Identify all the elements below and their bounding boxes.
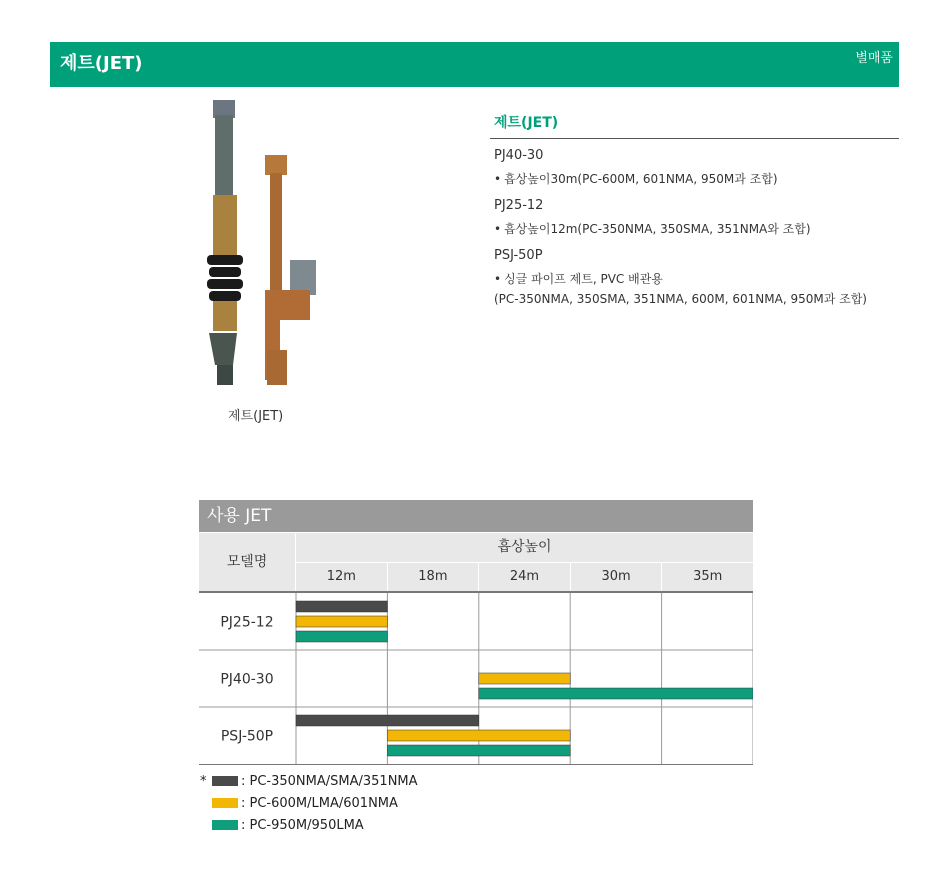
jet-product-illustration: [195, 95, 335, 395]
chart-bar: [479, 688, 753, 699]
model-header: 모델명: [199, 533, 296, 591]
table-title: 사용 JET: [199, 500, 753, 533]
table-header: [199, 533, 753, 591]
usage-table: [199, 500, 753, 765]
chart-bar: [296, 616, 387, 627]
chart-bar: [479, 673, 570, 684]
legend: [200, 770, 418, 836]
chart-bar: [296, 631, 387, 642]
chart-bar: [387, 730, 570, 741]
spec-model: PJ40-30: [494, 148, 544, 163]
column-header: 12m: [296, 563, 388, 591]
height-header: 흡상높이: [296, 533, 753, 563]
bullet: •: [494, 172, 502, 186]
spec-line: [490, 219, 899, 239]
legend-swatch: [212, 798, 238, 808]
spec-model: PJ25-12: [494, 198, 544, 213]
chart-bar: [387, 745, 570, 756]
spec-line-text: 흡상높이12m(PC-350NMA, 350SMA, 351NMA와 조합): [504, 222, 811, 236]
column-header: 24m: [479, 563, 571, 591]
spec-line-text: (PC-350NMA, 350SMA, 351NMA, 600M, 601NMA, 950M과 조합): [494, 292, 867, 306]
row-model-label: PJ25-12: [220, 614, 274, 631]
spec-model: PSJ-50P: [494, 248, 543, 263]
legend-star: *: [200, 773, 207, 789]
legend-label: : PC-600M/LMA/601NMA: [241, 795, 398, 811]
spec-line: [490, 269, 899, 309]
chart-bar: [296, 601, 387, 612]
photo-caption: 제트(JET): [228, 409, 284, 424]
bullet: •: [494, 272, 502, 286]
column-header: 18m: [388, 563, 480, 591]
chart-bar: [296, 715, 479, 726]
header-bar: [50, 42, 899, 87]
compatibility-chart: [199, 593, 753, 764]
legend-item: [200, 792, 418, 814]
height-columns: [296, 563, 753, 591]
accessory-tag: 별매품: [855, 51, 893, 66]
column-header: 35m: [693, 569, 723, 584]
bullet: •: [494, 222, 502, 236]
legend-item: [200, 814, 418, 836]
row-model-label: PJ40-30: [220, 671, 274, 688]
spec-line-text: 싱글 파이프 제트, PVC 배관용: [504, 272, 663, 286]
legend-item: [200, 770, 418, 792]
spec-section: [490, 112, 899, 309]
legend-swatch: [212, 776, 238, 786]
row-model-label: PSJ-50P: [220, 728, 274, 745]
spec-line-text: 흡상높이30m(PC-600M, 601NMA, 950M과 조합): [504, 172, 778, 186]
page-title: 제트(JET): [60, 53, 143, 74]
legend-label: : PC-950M/950LMA: [241, 817, 364, 833]
legend-swatch: [212, 820, 238, 830]
column-header: 30m: [571, 563, 663, 591]
legend-label: : PC-350NMA/SMA/351NMA: [241, 773, 418, 789]
spec-line: [490, 169, 899, 189]
table-body: [199, 591, 753, 765]
spec-title: 제트(JET): [490, 112, 899, 139]
